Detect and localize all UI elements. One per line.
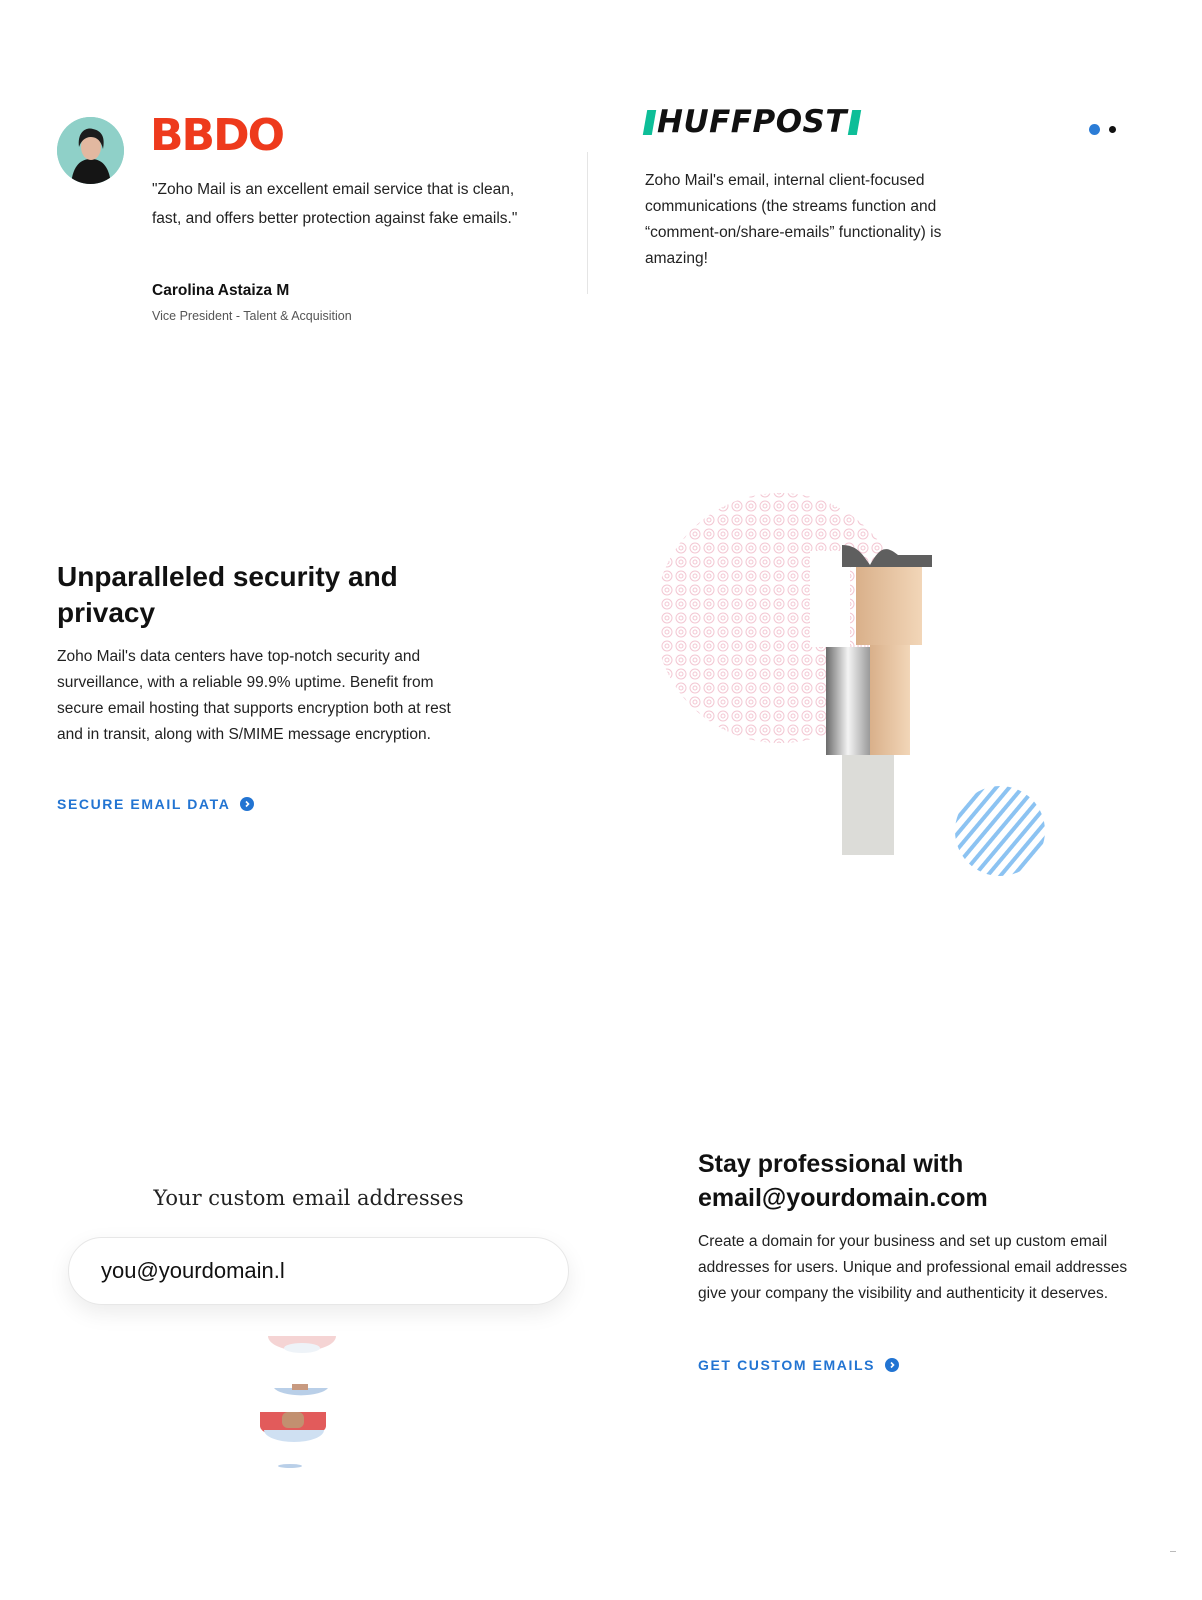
scroll-indicator (1170, 1551, 1176, 1552)
testimonial-author-name: Carolina Astaiza M (152, 282, 290, 299)
secure-email-data-link[interactable] (57, 796, 254, 812)
custom-email-caption: Your custom email addresses (153, 1186, 464, 1210)
custom-email-input[interactable] (68, 1237, 569, 1305)
testimonial-author-role: Vice President - Talent & Acquisition (152, 309, 352, 323)
get-custom-emails-link[interactable] (698, 1357, 899, 1373)
custom-email-heading: Stay professional with email@yourdomain.com (698, 1150, 988, 1212)
security-heading: Unparalleled security and privacy (57, 561, 398, 628)
huffpost-testimonial-quote: Zoho Mail's email, internal client-focused communications (the streams function and “comment-on/share-emails” functionality) is amazing! (645, 172, 942, 267)
carousel-dot-2[interactable] (1109, 126, 1116, 133)
custom-email-description: Create a domain for your business and set up custom email addresses for users. Unique and professional email addresses give your company the visibility and authenticity it deserves. (698, 1233, 1128, 1302)
chevron-right-circle-icon (240, 797, 254, 811)
carousel-dot-1[interactable] (1089, 124, 1100, 135)
bbdo-testimonial-quote: "Zoho Mail is an excellent email service that is clean, fast, and offers better protection against fake emails." (152, 181, 518, 227)
security-description: Zoho Mail's data centers have top-notch security and surveillance, with a reliable 99.9% uptime. Benefit from secure email hosting that supports encryption both at rest and in transit, along with S/MIME message encryption. (57, 648, 451, 743)
user-avatar-stack (252, 1330, 342, 1470)
secure-email-data-link-label: SECURE EMAIL DATA (57, 796, 231, 812)
testimonial-divider (587, 152, 588, 294)
carousel-pagination (1089, 124, 1116, 135)
huffpost-logo-bar-right (848, 110, 861, 135)
huffpost-logo-bar-left (643, 110, 656, 135)
huffpost-logo-text: HUFFPOST (657, 104, 848, 140)
bbdo-logo: BBDO (150, 110, 284, 161)
get-custom-emails-link-label: GET CUSTOM EMAILS (698, 1357, 876, 1373)
huffpost-logo (645, 104, 859, 140)
security-lock-illustration (660, 485, 1060, 885)
chevron-right-circle-icon (885, 1358, 899, 1372)
testimonial-avatar (57, 117, 124, 184)
